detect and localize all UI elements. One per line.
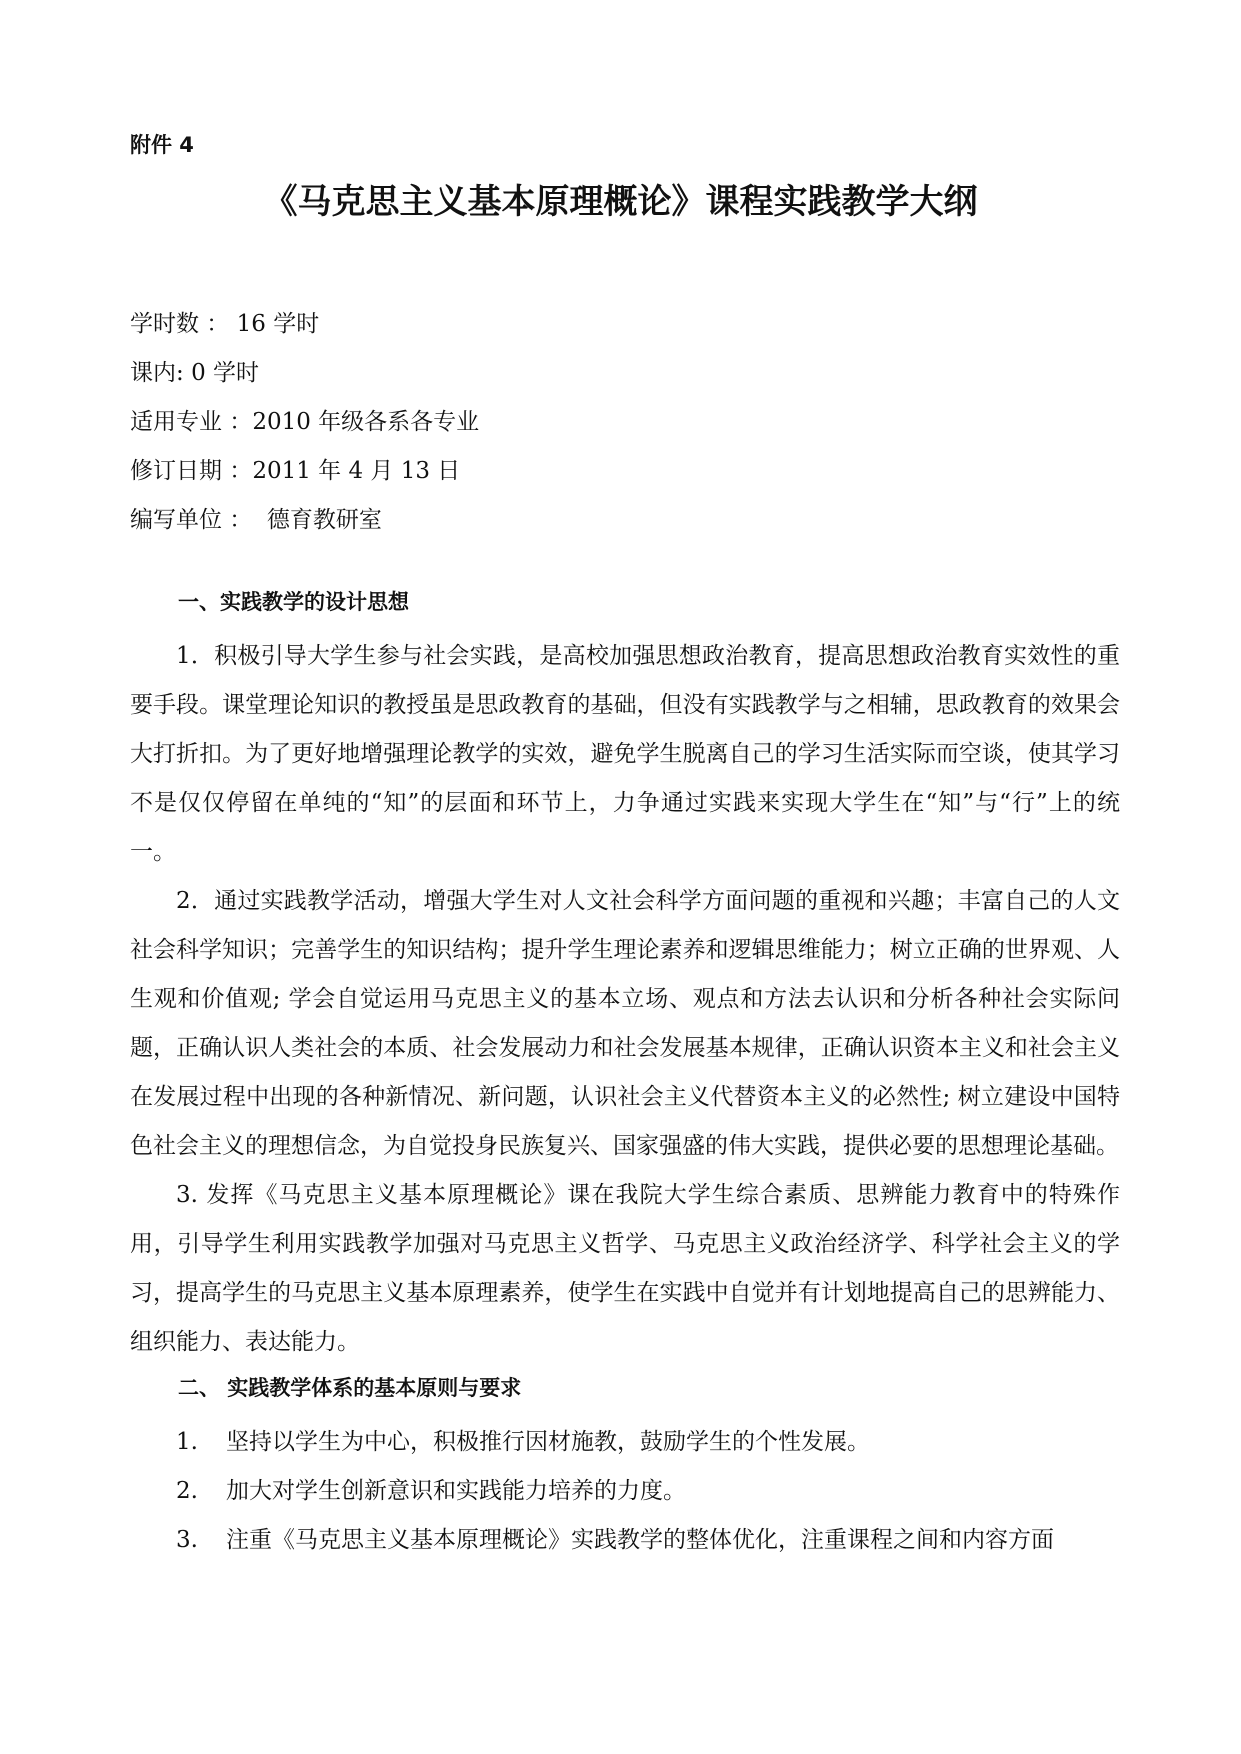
list-item: [130, 1516, 1120, 1565]
list-item-number: 1.: [176, 1429, 198, 1455]
list-item-number: 3.: [176, 1527, 198, 1553]
document-title: 《马克思主义基本原理概论》课程实践教学大纲: [263, 182, 978, 222]
attachment-label: 附件 4: [130, 133, 194, 157]
section-heading-1: 一、实践教学的设计思想: [178, 590, 409, 614]
list-item-text: 注重《马克思主义基本原理概论》实践教学的整体优化，注重课程之间和内容方面: [226, 1527, 1054, 1553]
meta-in-class: [130, 349, 479, 398]
meta-revision-date: [130, 447, 479, 496]
section-heading-2: 二、 实践教学体系的基本原则与要求: [178, 1376, 522, 1400]
paragraph-2: 2．通过实践教学活动，增强大学生对人文社会科学方面问题的重视和兴趣；丰富自己的人文社会科学知识；完善学生的知识结构；提升学生理论素养和逻辑思维能力；树立正确的世界观、人生观和价值观; 学会自觉运用马克思主义的基本立场、观点和方法去认识和分析各种社会实际问题，正确认识人类社会的本质、社会发展动力和社会发展基本规律，正确认识资本主义和社会主义在发展过程中出现的各种新情况、新问题，认识社会主义代替资本主义的必然性; 树立建设中国特色社会主义的理想信念，为自觉投身民族复兴、国家强盛的伟大实践，提供必要的思想理论基础。: [130, 888, 1120, 1159]
list-item-text: 坚持以学生为中心，积极推行因材施教，鼓励学生的个性发展。: [226, 1429, 870, 1455]
list-item-number: 2.: [176, 1478, 198, 1504]
list-item: [130, 1418, 1120, 1467]
meta-value: 2010 年级各系各专业: [252, 409, 480, 435]
list-item: [130, 1467, 1120, 1516]
meta-value: 0 学时: [191, 360, 260, 386]
meta-major: [130, 398, 479, 447]
list-item-text: 加大对学生创新意识和实践能力培养的力度。: [226, 1478, 686, 1504]
meta-author-unit: [130, 496, 479, 545]
course-meta: [130, 300, 479, 545]
meta-value: 16 学时: [236, 311, 320, 337]
paragraph-3: 3. 发挥《马克思主义基本原理概论》课在我院大学生综合素质、思辨能力教育中的特殊作用，引导学生利用实践教学加强对马克思主义哲学、马克思主义政治经济学、科学社会主义的学习，提高学生的马克思主义基本原理素养，使学生在实践中自觉并有计划地提高自己的思辨能力、组织能力、表达能力。: [130, 1182, 1120, 1355]
meta-label: 学时数 ：: [130, 311, 230, 337]
meta-value: 2011 年 4 月 13 日: [252, 458, 461, 484]
meta-value: 德育教研室: [252, 507, 382, 533]
meta-label: 适用专业 ：: [130, 409, 253, 435]
meta-hours: [130, 300, 479, 349]
meta-label: 课内:: [130, 360, 184, 386]
document-body: [130, 587, 1120, 1565]
paragraph-1: 1．积极引导大学生参与社会实践，是高校加强思想政治教育，提高思想政治教育实效性的重要手段。课堂理论知识的教授虽是思政教育的基础，但没有实践教学与之相辅，思政教育的效果会大打折扣。为了更好地增强理论教学的实效，避免学生脱离自己的学习生活实际而空谈，使其学习不是仅仅停留在单纯的“知”的层面和环节上，力争通过实践来实现大学生在“知”与“行”上的统一。: [130, 643, 1120, 865]
meta-label: 编写单位 ：: [130, 507, 253, 533]
meta-label: 修订日期 ：: [130, 458, 253, 484]
